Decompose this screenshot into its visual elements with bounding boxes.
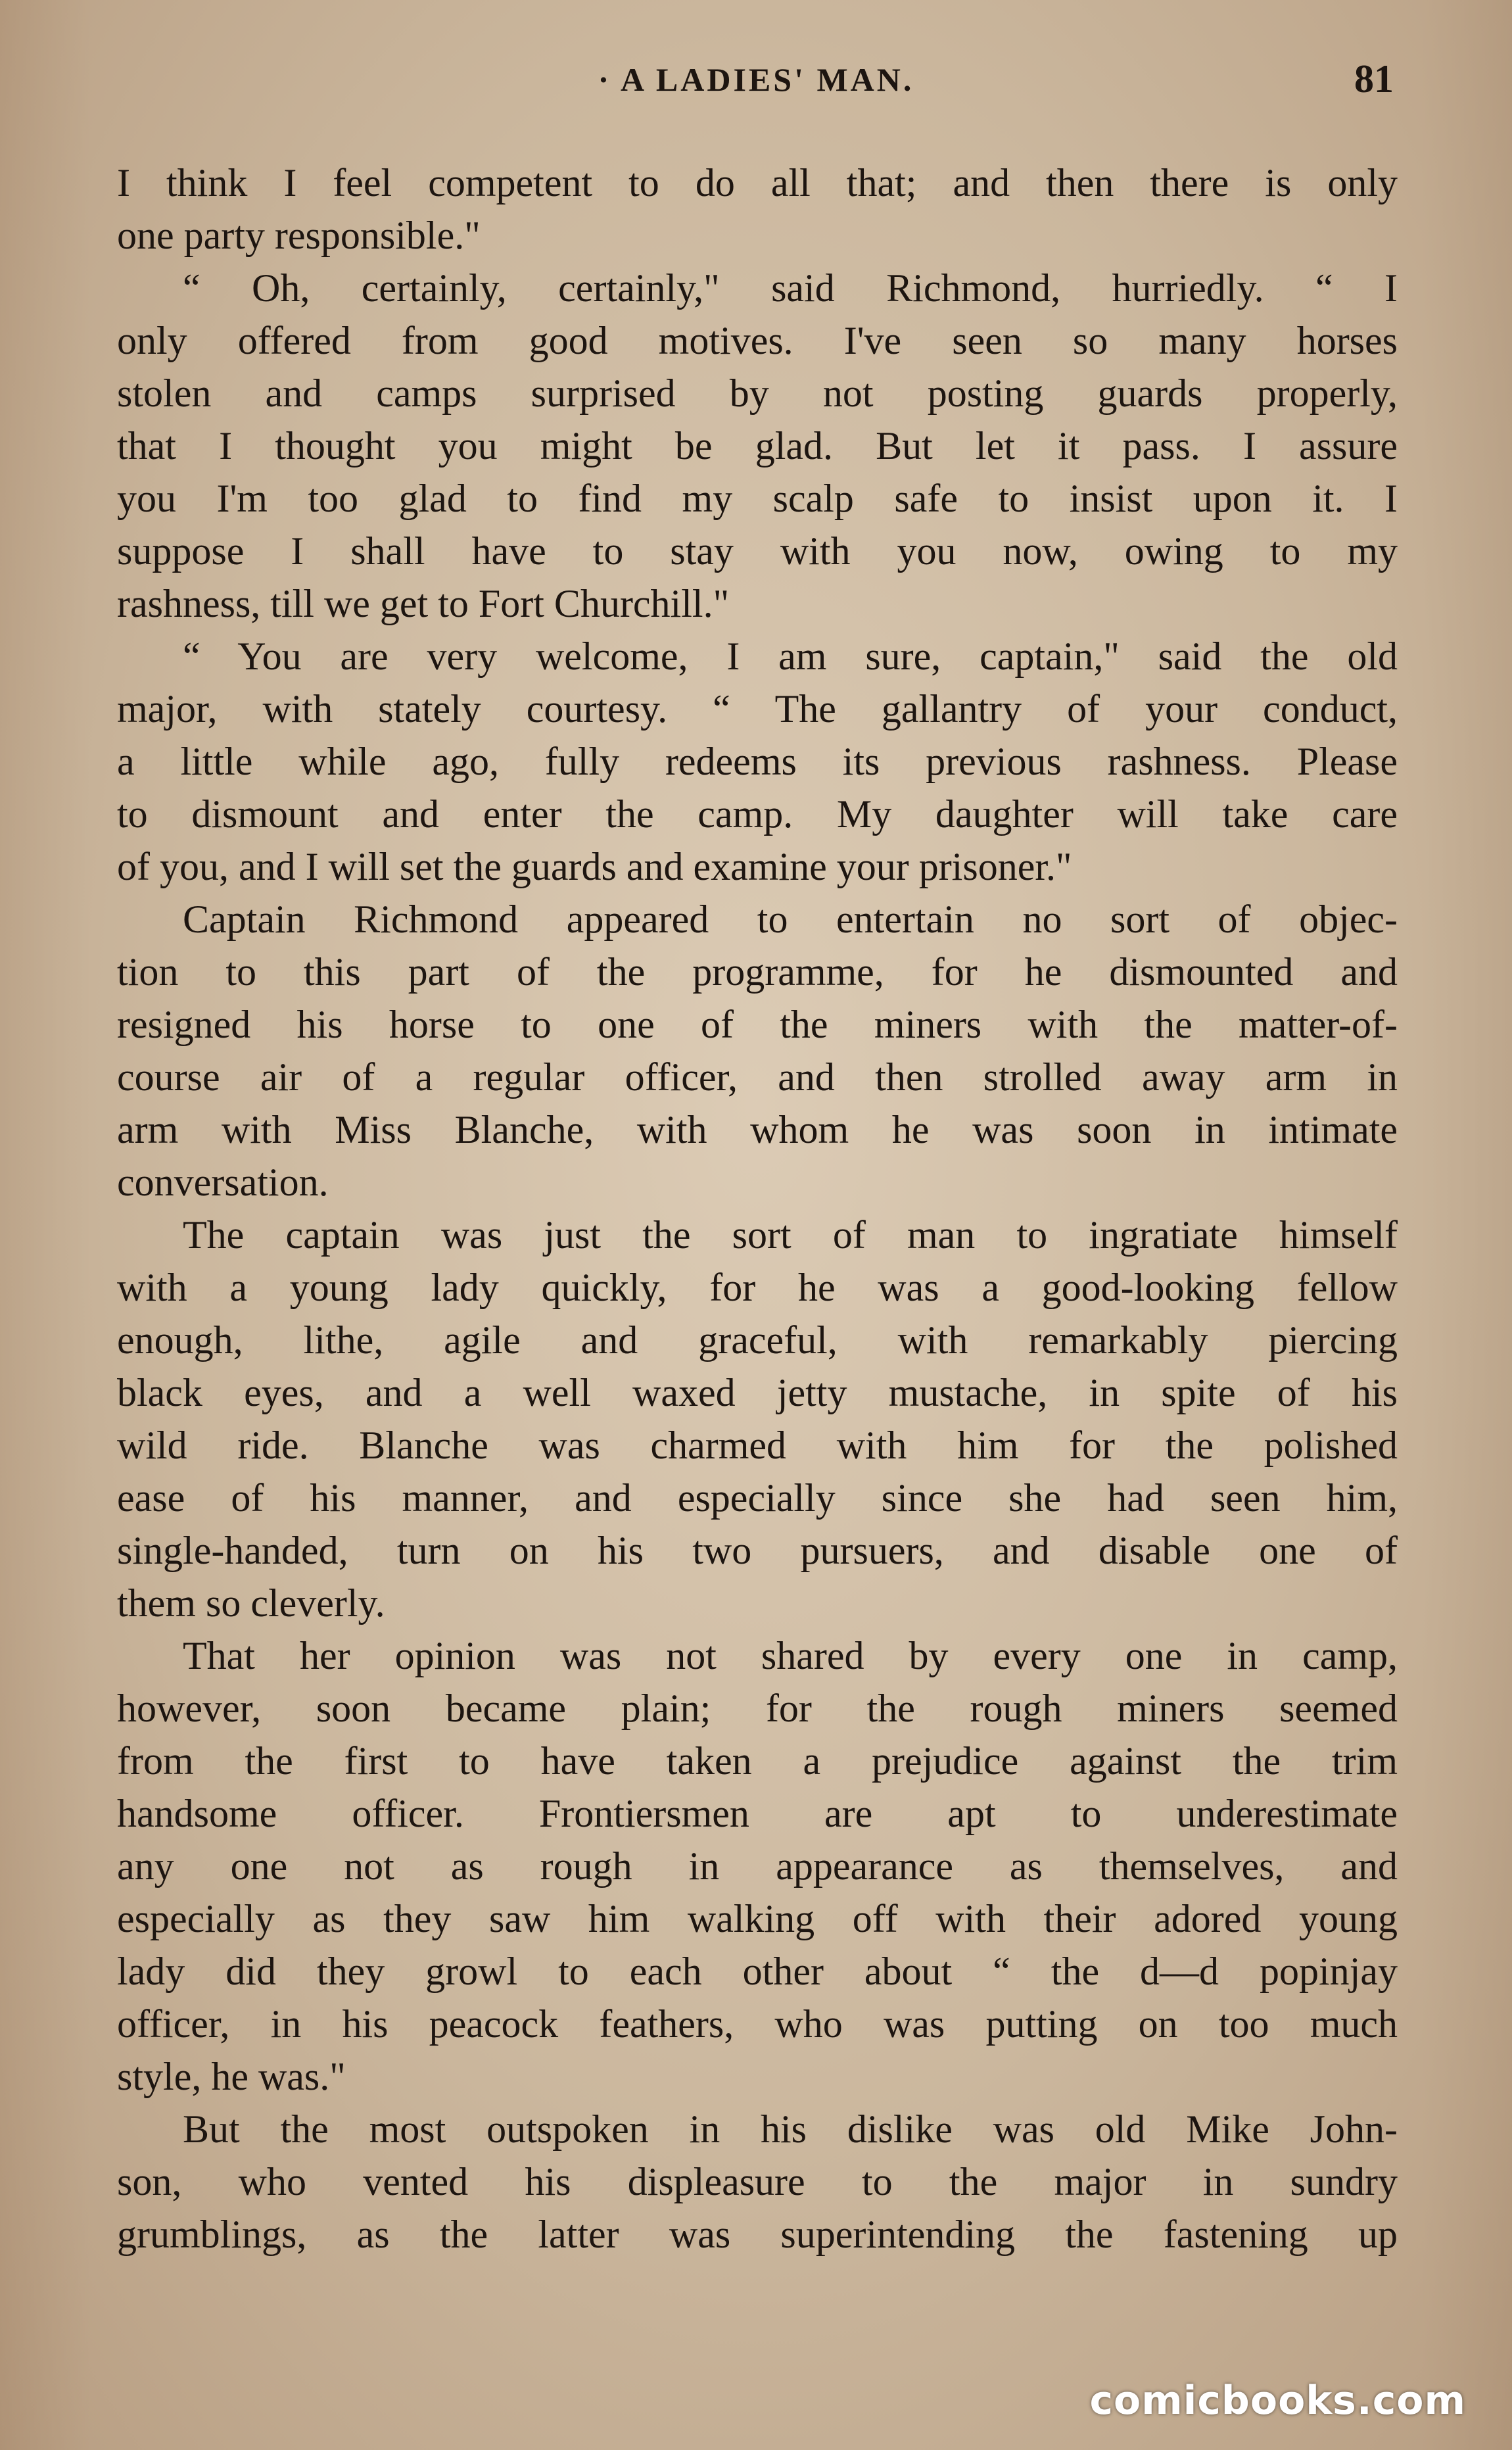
text-line: “ Oh, certainly, certainly," said Richmond, hurriedly. “ I [183, 266, 1398, 310]
text-line: course air of a regular officer, and then strolled away arm in [117, 1055, 1398, 1099]
text-line: But the most outspoken in his dislike was old Mike John- [183, 2107, 1398, 2151]
watermark: comicbooks.com [1089, 2378, 1466, 2424]
text-line: ease of his manner, and especially since she had seen him, [117, 1476, 1398, 1520]
text-line: single-handed, turn on his two pursuers, and disable one of [117, 1529, 1398, 1572]
text-line: one party responsible." [117, 214, 481, 257]
text-line: enough, lithe, agile and graceful, with remarkably piercing [117, 1318, 1398, 1362]
text-line: black eyes, and a well waxed jetty mustache, in spite of his [117, 1371, 1398, 1414]
running-title: · A LADIES' MAN. [598, 61, 914, 98]
text-line: especially as they saw him walking off with their adored young [117, 1897, 1398, 1940]
text-line: of you, and I will set the guards and examine your prisoner." [117, 845, 1072, 888]
text-line: major, with stately courtesy. “ The gallantry of your conduct, [117, 687, 1398, 731]
body-text [117, 156, 1398, 2261]
text-line: arm with Miss Blanche, with whom he was soon in intimate [117, 1108, 1398, 1151]
text-line: that I thought you might be glad. But let it pass. I assure [117, 424, 1398, 468]
page-number: 81 [1354, 57, 1394, 101]
text-line: officer, in his peacock feathers, who was putting on too much [117, 2002, 1398, 2046]
text-line: them so cleverly. [117, 1581, 385, 1625]
text-line: any one not as rough in appearance as themselves, and [117, 1844, 1398, 1888]
text-line: to dismount and enter the camp. My daughter will take care [117, 792, 1398, 836]
page-header [118, 57, 1394, 120]
text-line: rashness, till we get to Fort Churchill." [117, 582, 730, 625]
text-line: Captain Richmond appeared to entertain no sort of objec- [183, 898, 1398, 941]
text-line: son, who vented his displeasure to the major in sundry [117, 2160, 1398, 2203]
text-line: wild ride. Blanche was charmed with him for the polished [117, 1424, 1398, 1467]
text-line: stolen and camps surprised by not posting guards properly, [117, 372, 1398, 415]
text-line: suppose I shall have to stay with you now, owing to my [117, 529, 1398, 573]
text-line: style, he was." [117, 2055, 346, 2098]
text-line: lady did they growl to each other about “ the d—d popinjay [117, 1950, 1398, 1993]
text-line: with a young lady quickly, for he was a good-looking fellow [117, 1266, 1398, 1309]
text-line: you I'm too glad to find my scalp safe to insist upon it. I [117, 477, 1398, 520]
text-line: from the first to have taken a prejudice against the trim [117, 1739, 1398, 1783]
text-line: I think I feel competent to do all that; and then there is only [117, 161, 1398, 204]
text-line: resigned his horse to one of the miners with the matter-of- [117, 1003, 1398, 1046]
text-line: That her opinion was not shared by every one in camp, [183, 1634, 1398, 1677]
text-line: grumblings, as the latter was superintending the fastening up [117, 2213, 1398, 2256]
text-line: however, soon became plain; for the rough miners seemed [117, 1687, 1398, 1730]
text-line: The captain was just the sort of man to ingratiate himself [183, 1213, 1398, 1257]
text-line: only offered from good motives. I've seen so many horses [117, 319, 1398, 362]
text-line: “ You are very welcome, I am sure, captain," said the old [183, 635, 1398, 678]
text-line: tion to this part of the programme, for he dismounted and [117, 950, 1398, 994]
text-line: a little while ago, fully redeems its previous rashness. Please [117, 740, 1398, 783]
text-line: handsome officer. Frontiersmen are apt to underestimate [117, 1792, 1398, 1835]
text-line: conversation. [117, 1161, 329, 1204]
